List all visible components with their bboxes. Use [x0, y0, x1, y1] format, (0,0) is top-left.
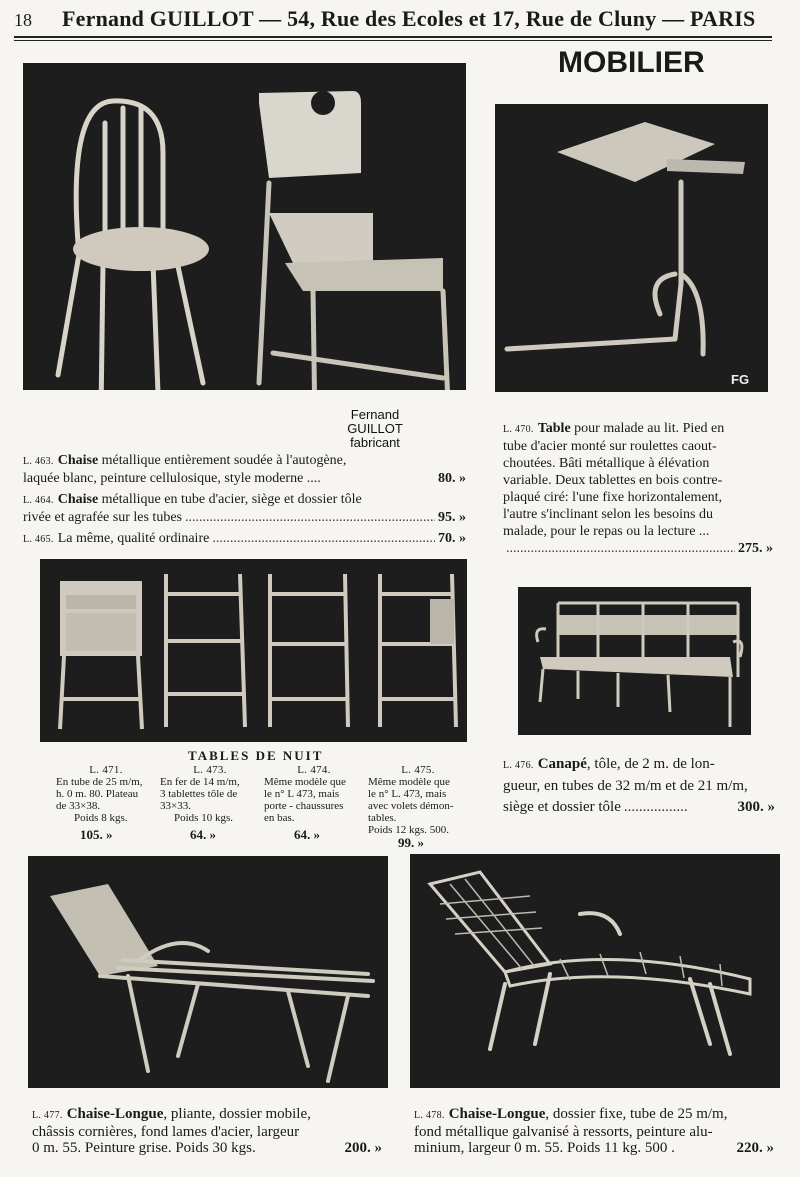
item-name: Canapé	[537, 756, 587, 772]
signature	[330, 408, 420, 450]
desc-line: 3 tablettes tôle de	[160, 788, 238, 800]
price-row	[414, 1140, 774, 1156]
ref: L. 470.	[503, 424, 534, 435]
desc-line: tables.	[368, 812, 397, 824]
desc-line: pour malade au lit. Pied en	[574, 421, 725, 436]
item-desc: La même, qualité ordinaire	[57, 531, 210, 546]
desc-line: fond métallique galvanisé à ressorts, peinture alu-	[414, 1124, 713, 1140]
night-table-l471	[56, 764, 156, 841]
canape-illustration	[518, 587, 751, 735]
night-tables-illustration	[40, 559, 467, 742]
price: 80. »	[438, 471, 466, 486]
desc-line: 0 m. 55. Peinture grise. Poids 30 kgs.	[32, 1140, 256, 1156]
desc-line: Même modèle que	[368, 776, 450, 788]
ref: L. 471.	[89, 764, 123, 776]
item-name: Table	[537, 421, 571, 436]
price: 99. »	[398, 835, 424, 850]
price: 105. »	[80, 827, 113, 842]
desc-line: siège et dossier tôle	[503, 799, 621, 815]
page-number: 18	[14, 10, 32, 30]
night-tables-title: TABLES DE NUIT	[188, 748, 324, 763]
desc-line: plaqué ciré: l'une fixe horizontalement,	[503, 490, 723, 505]
item-name: Chaise-Longue	[66, 1106, 164, 1122]
ref: L. 476.	[503, 760, 534, 771]
photo-chairs	[23, 63, 466, 390]
ref: L. 475.	[401, 764, 435, 776]
photo-table	[495, 104, 768, 392]
ref: L. 465.	[23, 534, 54, 545]
desc-line: Même modèle que	[264, 776, 346, 788]
desc-line: avec volets démon-	[368, 800, 454, 812]
table-caption	[503, 420, 773, 557]
desc-line: en bas.	[264, 812, 295, 824]
item-l464	[23, 491, 466, 509]
desc-line: gueur, en tubes de 32 m/m et de 21 m/m,	[503, 778, 748, 794]
item-l465	[23, 530, 466, 548]
item-desc: métallique en tube d'acier, siège et dossier tôle	[101, 492, 362, 507]
price: 200. »	[344, 1140, 382, 1156]
ref: L. 474.	[297, 764, 331, 776]
night-table-l474	[264, 764, 364, 841]
item-name: Chaise	[57, 453, 99, 468]
price: 70. »	[438, 531, 466, 546]
price-row	[503, 540, 773, 557]
page-header-title: Fernand GUILLOT — 54, Rue des Ecoles et 17, Rue de Cluny — PARIS	[62, 6, 756, 31]
signature-line-1: Fernand GUILLOT	[347, 407, 403, 436]
item-name: Chaise-Longue	[448, 1106, 546, 1122]
item-l463	[23, 452, 466, 470]
desc-line: tube d'acier monté sur roulettes caout-	[503, 439, 717, 454]
photo-canape	[518, 587, 751, 735]
chaise-longue-2-illustration	[410, 854, 780, 1088]
photo-night-tables	[40, 559, 467, 742]
price: 64. »	[190, 827, 216, 842]
header-rule	[14, 36, 772, 38]
desc-line: le n° L 473, mais	[264, 788, 340, 800]
chairs-illustration	[23, 63, 466, 390]
desc-line: châssis cornières, fond lames d'acier, largeur	[32, 1124, 300, 1140]
price: 64. »	[294, 827, 320, 842]
chaise-longue-1-caption	[32, 1106, 382, 1156]
item-l464-line2	[23, 509, 466, 526]
ref: L. 463.	[23, 456, 54, 467]
desc-line: Poids 8 kgs.	[74, 812, 128, 824]
item-l463-line2	[23, 470, 466, 487]
chairs-captions	[23, 452, 466, 548]
price-row	[32, 1140, 382, 1156]
price: 95. »	[438, 510, 466, 525]
leader-dots	[624, 797, 688, 818]
desc-line: 33×33.	[160, 800, 191, 812]
signature-line-2: fabricant	[350, 435, 400, 450]
ref: L. 473.	[193, 764, 227, 776]
desc-line: Poids 10 kgs.	[174, 812, 233, 824]
desc-line: l'autre s'inclinant selon les besoins du	[503, 507, 713, 522]
desc-line: h. 0 m. 80. Plateau	[56, 788, 139, 800]
item-desc: métallique entièrement soudée à l'autogène,	[101, 453, 347, 468]
price: 300. »	[737, 799, 775, 815]
desc-line: minium, largeur 0 m. 55. Poids 11 kg. 500 .	[414, 1140, 675, 1156]
canape-caption	[503, 754, 775, 818]
desc-line: porte - chaussures	[264, 800, 344, 812]
desc-line: malade, pour le repas ou la lecture ...	[503, 524, 710, 539]
item-name: Chaise	[57, 492, 99, 507]
desc-line: , pliante, dossier mobile,	[163, 1106, 311, 1122]
maker-logo: FG	[731, 372, 750, 387]
item-desc-2: laquée blanc, peinture cellulosique, style moderne ....	[23, 471, 321, 486]
night-table-l475	[368, 764, 468, 849]
desc-line: choutées. Bâti métallique à élévation	[503, 456, 710, 471]
photo-chaise-longue-1	[28, 856, 388, 1088]
leader-dots	[506, 540, 735, 557]
desc-line: En tube de 25 m/m,	[56, 776, 143, 788]
desc-line: , dossier fixe, tube de 25 m/m,	[545, 1106, 728, 1122]
desc-line: , tôle, de 2 m. de lon-	[586, 756, 715, 772]
desc-line: En fer de 14 m/m,	[160, 776, 240, 788]
night-table-l473	[160, 764, 260, 841]
ref: L. 478.	[414, 1110, 445, 1121]
item-desc-2: rivée et agrafée sur les tubes	[23, 510, 182, 525]
ref: L. 464.	[23, 495, 54, 506]
desc-line: variable. Deux tablettes en bois contre-	[503, 473, 723, 488]
desc-line: de 33×38.	[56, 800, 101, 812]
section-title: MOBILIER	[558, 46, 705, 79]
chaise-longue-1-illustration	[28, 856, 388, 1088]
desc-line: le n° L. 473, mais	[368, 788, 447, 800]
leader-dots	[212, 530, 435, 548]
price-row	[503, 797, 775, 818]
photo-chaise-longue-2	[410, 854, 780, 1088]
ref: L. 477.	[32, 1110, 63, 1121]
price: 275. »	[738, 541, 773, 556]
header-rule-thin	[14, 40, 772, 41]
desc-line: Poids 12 kgs. 500.	[368, 824, 449, 836]
chaise-longue-2-caption	[414, 1106, 774, 1156]
price: 220. »	[736, 1140, 774, 1156]
leader-dots	[185, 509, 435, 526]
table-illustration	[495, 104, 768, 392]
